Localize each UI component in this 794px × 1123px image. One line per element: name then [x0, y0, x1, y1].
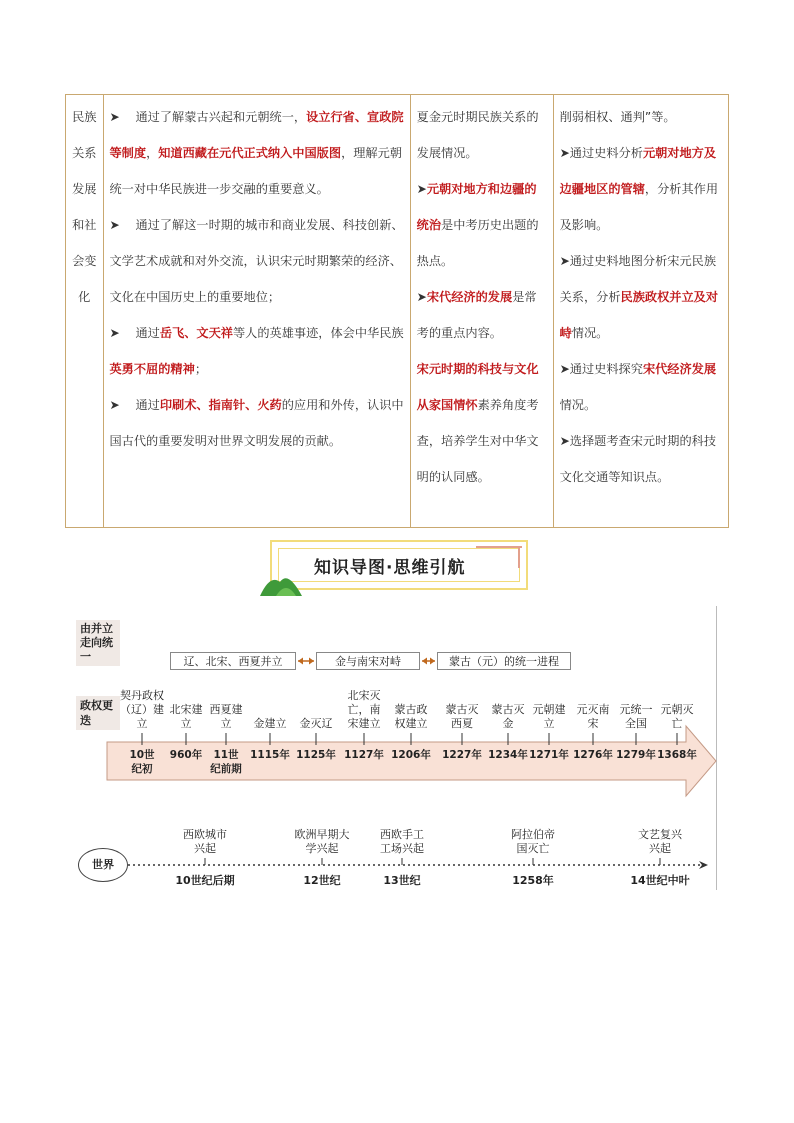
body-text: ➤通过史料分析	[559, 146, 643, 160]
world-event-year: 12世纪	[303, 874, 341, 887]
body-text: 通过	[135, 398, 160, 412]
world-event-year: 14世纪中叶	[630, 874, 690, 887]
category-line: 发展	[72, 182, 97, 196]
highlight-text: 英勇不屈的精神	[109, 362, 195, 376]
event-year: 11世纪前期	[210, 749, 242, 775]
category-line: 化	[78, 290, 91, 304]
event-label: 元朝建立	[532, 703, 566, 730]
event-label: 西夏建立	[209, 703, 243, 730]
highlight-text: 民族政权并立及对峙	[559, 290, 719, 340]
body-text: ➤	[416, 182, 427, 196]
body-text: ，理解元朝统一对中华民族进一步交融的重要意义。	[109, 146, 402, 196]
body-text: 情况。	[559, 398, 597, 412]
stage-arrow	[298, 658, 314, 665]
event-label: 契丹政权（辽）建立	[120, 689, 164, 730]
body-text: 通过	[135, 326, 160, 340]
highlight-text: 知道西藏在元代正式纳入中国版图	[158, 146, 342, 160]
bullet-icon: ➤	[109, 398, 120, 412]
world-event-label: 文艺复兴兴起	[638, 828, 682, 855]
stage-box: 金与南宋对峙	[316, 652, 420, 670]
body-text: 是中考历史出题的热点。	[416, 218, 539, 268]
event-label: 蒙古灭金	[491, 703, 525, 730]
world-event-year: 10世纪后期	[175, 874, 235, 887]
event-label: 北宋灭亡，南宋建立	[347, 689, 381, 730]
highlight-text: 宋元时期的科技与文化从家国情怀	[416, 362, 539, 412]
body-text: 素养角度考查，培养学生对中华文明的认同感。	[416, 398, 539, 484]
bullet-icon: ➤	[109, 326, 120, 340]
event-label: 元灭南宋	[576, 703, 610, 730]
event-year: 10世纪初	[129, 749, 155, 775]
event-year: 1125年	[296, 749, 336, 761]
body-text: ➤选择题考查宋元时期的科技文化交通等知识点。	[559, 434, 717, 484]
stage-box: 辽、北宋、西夏并立	[170, 652, 296, 670]
event-year: 1368年	[657, 749, 697, 761]
event-label: 元统一全国	[619, 703, 653, 730]
world-ticks	[205, 858, 660, 865]
event-year: 960年	[169, 749, 203, 761]
body-text: 通过了解蒙古兴起和元朝统一，	[135, 110, 307, 124]
world-event-label: 欧洲早期大学兴起	[294, 828, 350, 855]
body-text: ，分析其作用及影响。	[559, 182, 719, 232]
body-text: 情况。	[571, 326, 609, 340]
body-text: 削弱相权、通判”等。	[559, 110, 676, 124]
banner-title: 知识导图·思维引航	[314, 558, 466, 578]
highlight-text: 印刷术、指南针、火药	[159, 398, 282, 412]
world-event-label: 西欧手工工场兴起	[380, 828, 424, 855]
bullet-icon: ➤	[109, 110, 120, 124]
highlight-text: 元朝对地方及边疆地区的管辖	[559, 146, 717, 196]
world-event-label: 阿拉伯帝国灭亡	[511, 828, 555, 855]
highlight-text: 宋代经济发展	[642, 362, 717, 376]
event-year: 1279年	[616, 749, 656, 761]
category-line: 民族	[72, 110, 97, 124]
body-text: ➤通过史料地图分析宋元民族关系，分析	[559, 254, 717, 304]
body-text: 的应用和外传，认识中国古代的重要发明对世界文明发展的贡献。	[109, 398, 404, 448]
body-text: 夏金元时期民族关系的发展情况。	[416, 110, 539, 160]
body-text: 通过了解这一时期的城市和商业发展、科技创新、文学艺术成就和对外交流，认识宋元时期繁荣的经济、文化在中国历史上的重要地位；	[109, 218, 404, 304]
body-text: ➤	[416, 290, 427, 304]
section-label-regimes: 政权更迭	[76, 696, 120, 730]
event-year: 1227年	[442, 749, 482, 761]
body-text: 等人的英雄事迹，体会中华民族	[233, 326, 404, 340]
category-line: 会变	[72, 254, 97, 268]
category-line: 关系	[72, 146, 97, 160]
event-year: 1234年	[488, 749, 528, 761]
bullet-icon: ➤	[109, 218, 120, 232]
event-year: 1206年	[391, 749, 431, 761]
event-label: 金灭辽	[299, 717, 333, 730]
world-event-year: 1258年	[512, 874, 554, 887]
event-label: 蒙古灭西夏	[445, 703, 479, 730]
event-year: 1276年	[573, 749, 613, 761]
event-year: 1271年	[529, 749, 569, 761]
world-label: 世界	[78, 848, 128, 882]
highlight-text: 宋代经济的发展	[426, 290, 513, 304]
stage-arrow	[422, 658, 435, 665]
body-text: ➤通过史料探究	[559, 362, 643, 376]
highlight-text: 设立行省、宣政院等制度	[109, 110, 404, 160]
event-label: 蒙古政权建立	[394, 703, 428, 730]
world-event-label: 西欧城市兴起	[183, 828, 227, 855]
event-year: 1115年	[250, 749, 290, 761]
body-text: 是常考的重点内容。	[416, 290, 537, 340]
body-text: ，	[146, 146, 159, 160]
event-label: 元朝灭亡	[660, 703, 694, 730]
event-label: 北宋建立	[169, 703, 203, 730]
world-timeline-arrowhead	[699, 861, 708, 869]
stage-box: 蒙古（元）的统一进程	[437, 652, 571, 670]
highlight-text: 元朝对地方和边疆的统治	[416, 182, 537, 232]
section-label-unification: 由并立走向统一	[76, 620, 120, 666]
event-year: 1127年	[344, 749, 384, 761]
event-label: 金建立	[253, 717, 287, 730]
world-event-year: 13世纪	[383, 874, 421, 887]
highlight-text: 岳飞、文天祥	[159, 326, 233, 340]
body-text: ；	[194, 362, 207, 376]
category-line: 和社	[72, 218, 97, 232]
